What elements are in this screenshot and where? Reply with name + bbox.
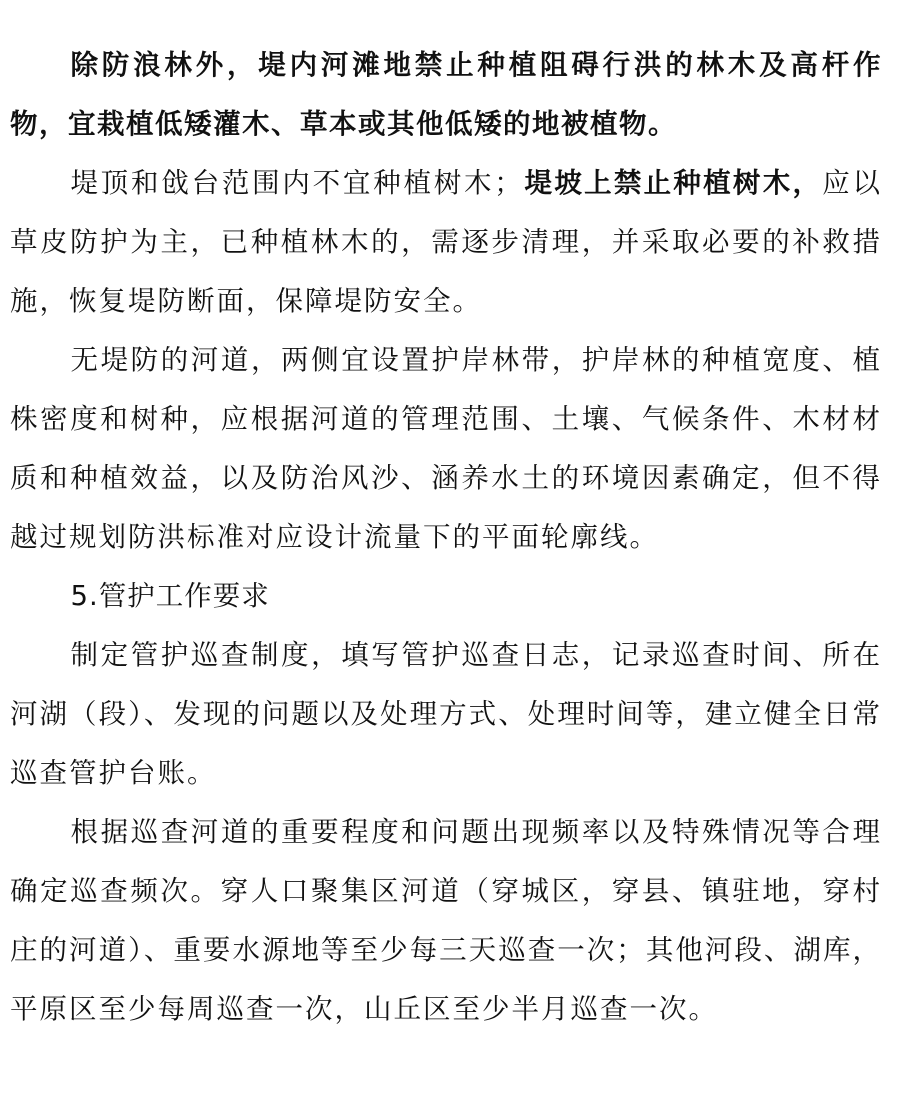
paragraph-inspection-frequency: 根据巡查河道的重要程度和问题出现频率以及特殊情况等合理确定巡查频次。穿人口聚集区河道（穿城区，穿县、镇驻地，穿村庄的河道）、重要水源地等至少每三天巡查一次；其他河段、湖库，平原区至少每周巡查一次，山丘区至少半月巡查一次。 bbox=[10, 816, 882, 1025]
paragraph-dike-top-start: 堤顶和戗台范围内不宜种植树木； bbox=[70, 167, 524, 199]
paragraph-dike-slope-emphasis: 堤坡上禁止种植树木， bbox=[523, 167, 823, 199]
document-page bbox=[10, 36, 882, 1039]
paragraph-inspection-system: 制定管护巡查制度，填写管护巡查日志，记录巡查时间、所在河湖（段）、发现的问题以及处理方式、处理时间等，建立健全日常巡查管护台账。 bbox=[10, 639, 882, 789]
paragraph-dike-top bbox=[10, 154, 882, 331]
section-heading: 5.管护工作要求 bbox=[70, 580, 270, 612]
paragraph-dike-top-end: 应以草皮防护为主，已种植林木的，需逐步清理，并采取必要的补救措施，恢复堤防断面，保障堤防安全。 bbox=[10, 167, 883, 317]
paragraph-flood-forest: 除防浪林外，堤内河滩地禁止种植阻碍行洪的林木及高杆作物，宜栽植低矮灌木、草本或其他低矮的地被植物。 bbox=[10, 49, 882, 140]
paragraph-bank-forest: 无堤防的河道，两侧宜设置护岸林带，护岸林的种植宽度、植株密度和树种，应根据河道的管理范围、土壤、气候条件、木材材质和种植效益，以及防治风沙、涵养水土的环境因素确定，但不得越过规划防洪标准对应设计流量下的平面轮廓线。 bbox=[10, 344, 882, 553]
